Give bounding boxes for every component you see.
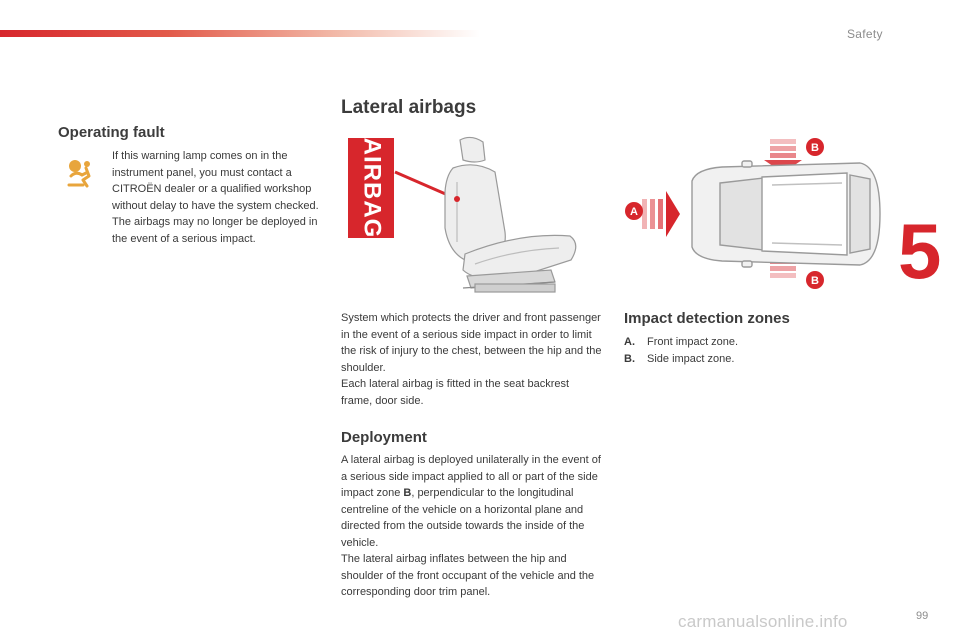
airbag-warning-lamp-icon	[66, 158, 96, 188]
zone-letter: A.	[624, 336, 635, 348]
deployment-heading: Deployment	[341, 429, 427, 446]
watermark: carmanualsonline.info	[678, 612, 848, 631]
system-text-1: System which protects the driver and front passenger in the event of a serious side impact in order to limit the risk of injury to the chest, between the hip and the shoulder.	[341, 312, 605, 374]
system-text-2: Each lateral airbag is fitted in the seat backrest frame, door side.	[341, 378, 573, 407]
impact-zones-list	[624, 334, 738, 367]
seat-airbag-illustration	[345, 132, 585, 300]
impact-zones-heading: Impact detection zones	[624, 310, 790, 327]
diagram-label-b-top: B	[811, 142, 819, 154]
lateral-airbags-heading: Lateral airbags	[341, 97, 477, 118]
airbag-label-text: AIRBAG	[358, 137, 386, 239]
zone-description: Side impact zone.	[647, 352, 735, 365]
operating-fault-heading: Operating fault	[58, 124, 165, 141]
zone-letter: B.	[624, 352, 635, 365]
deployment-zone-letter: B	[403, 487, 412, 499]
operating-fault-text: If this warning lamp comes on in the instrument panel, you must contact a CITROËN dealer or a qualified workshop without delay to have the system checked. The airbags may no longer be deployed in the event of a serious impact.	[112, 150, 319, 245]
zone-description: Front impact zone.	[647, 336, 739, 348]
list-item	[624, 334, 738, 351]
deployment-text	[341, 452, 603, 601]
diagram-label-a: A	[630, 206, 638, 218]
header-accent-bar	[0, 30, 480, 37]
deployment-text-1a: A lateral airbag is deployed unilaterally in the event of a serious side impact applied to all or part of the side impact zone	[341, 454, 604, 499]
impact-zones-diagram	[622, 133, 890, 295]
page-number: 99	[916, 610, 929, 622]
system-description	[341, 310, 603, 409]
deployment-text-1c: , perpendicular to the longitudinal centreline of the vehicle on a horizontal plane and directed from the outside towards the inside of the vehicle.	[341, 487, 588, 549]
diagram-label-b-bottom: B	[811, 275, 819, 287]
section-title: Safety	[847, 27, 883, 41]
list-item	[624, 351, 738, 368]
chapter-number: 5	[898, 207, 942, 295]
deployment-text-2: The lateral airbag inflates between the hip and shoulder of the front occupant of the vehicle and the corresponding door trim panel.	[341, 553, 598, 598]
